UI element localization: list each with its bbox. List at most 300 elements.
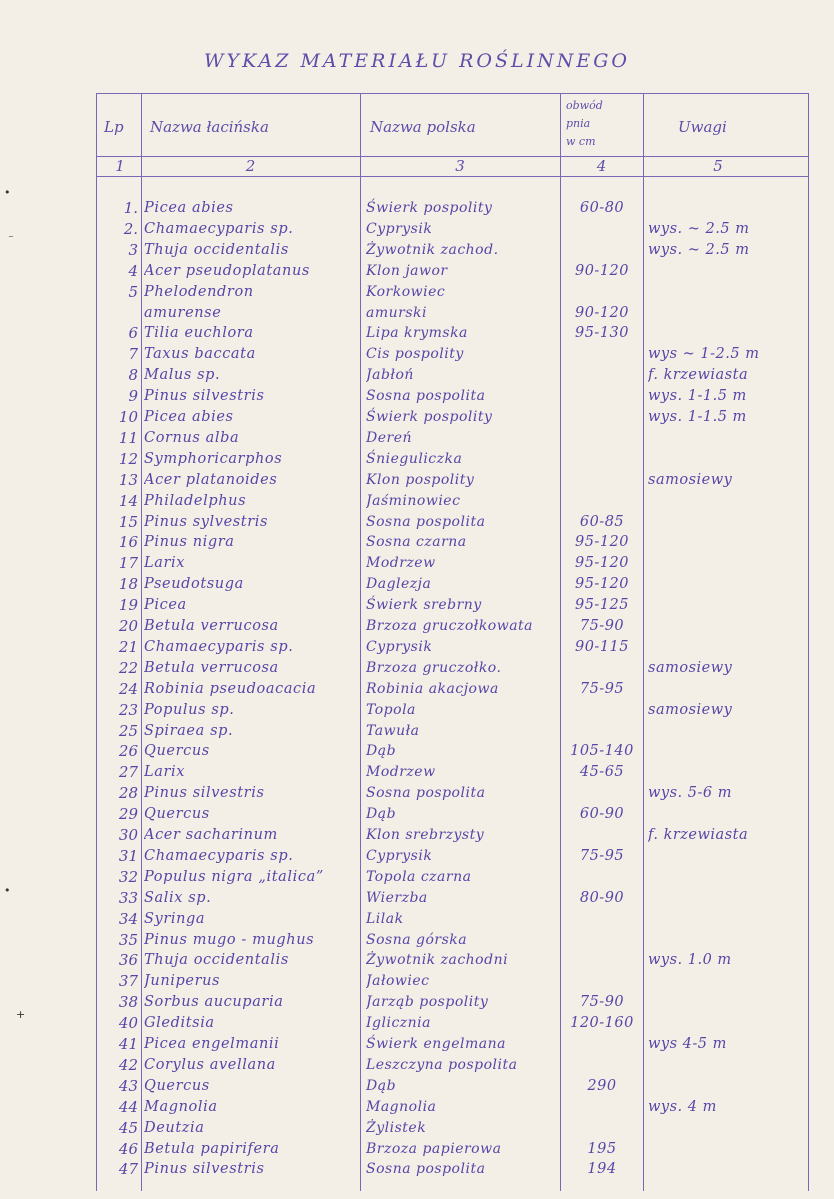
- header-latin-name: Nazwa łacińska: [150, 118, 269, 136]
- cell-polish-name: Wierzba: [366, 889, 428, 906]
- cell-obwod: 290: [587, 1077, 617, 1094]
- cell-polish-name: Klon srebrzysty: [366, 827, 485, 843]
- cell-lp: 30: [118, 826, 138, 844]
- cell-latin-name: Symphoricarphos: [144, 450, 283, 467]
- cell-obwod: 90-120: [574, 304, 630, 321]
- cell-latin-name: Salix sp.: [144, 889, 212, 906]
- document-title: WYKAZ MATERIAŁU ROŚLINNEGO: [204, 50, 630, 72]
- cell-lp: 7: [128, 345, 138, 364]
- cell-lp: 20: [118, 617, 138, 635]
- cell-latin-name: Chamaecyparis sp.: [144, 638, 294, 655]
- cell-latin-name: Picea engelmanii: [144, 1036, 280, 1052]
- cell-obwod: [562, 930, 642, 951]
- cell-lp: 21: [118, 637, 138, 656]
- table-row: [0, 804, 834, 825]
- cell-polish-name: Sosna górska: [366, 931, 468, 948]
- cell-latin-name: Pinus nigra: [144, 534, 235, 551]
- cell-latin-name: Pseudotsuga: [144, 576, 244, 593]
- cell-obwod: [562, 1118, 642, 1139]
- cell-uwagi: wys. ~ 2.5 m: [648, 241, 750, 258]
- table-border-top: [96, 93, 809, 94]
- cell-obwod: [562, 909, 642, 930]
- cell-uwagi: wys. 4 m: [648, 1098, 717, 1115]
- table-row: [0, 992, 834, 1013]
- cell-obwod: 195: [587, 1140, 617, 1157]
- cell-polish-name: Brzoza gruczołkowata: [366, 618, 534, 634]
- cell-lp: 41: [118, 1035, 138, 1053]
- cell-obwod: [562, 282, 642, 303]
- cell-uwagi: [648, 428, 788, 449]
- cell-polish-name: Jaśminowiec: [366, 492, 461, 509]
- table-row: [0, 574, 834, 595]
- cell-uwagi: samosiewy: [648, 471, 733, 488]
- cell-latin-name: Acer platanoides: [144, 471, 278, 488]
- cell-obwod: 105-140: [570, 743, 634, 760]
- cell-uwagi: [648, 888, 788, 909]
- cell-uwagi: wys ~ 1-2.5 m: [648, 346, 760, 363]
- cell-lp: 22: [118, 658, 138, 677]
- cell-lp: [98, 303, 138, 324]
- cell-obwod: 95-130: [574, 325, 630, 342]
- cell-uwagi: [648, 909, 788, 930]
- cell-uwagi: [648, 512, 788, 533]
- table-row: [0, 825, 834, 846]
- cell-polish-name: Korkowiec: [366, 283, 446, 300]
- cell-latin-name: Taxus baccata: [144, 346, 256, 363]
- cell-latin-name: Syringa: [144, 910, 206, 927]
- cell-polish-name: Topola: [366, 701, 416, 718]
- cell-lp: 17: [118, 554, 138, 573]
- cell-uwagi: [648, 1055, 788, 1076]
- table-row: [0, 1034, 834, 1055]
- cell-obwod: 95-120: [574, 555, 630, 572]
- cell-uwagi: [648, 449, 788, 470]
- table-row: [0, 867, 834, 888]
- cell-lp: 42: [118, 1055, 138, 1074]
- table-row: [0, 762, 834, 783]
- cell-lp: 31: [118, 846, 138, 865]
- cell-polish-name: Sosna pospolita: [366, 513, 486, 530]
- table-row: [0, 1097, 834, 1118]
- cell-polish-name: Topola czarna: [366, 868, 472, 885]
- margin-mark: •: [4, 186, 11, 199]
- cell-lp: 23: [118, 700, 138, 719]
- cell-lp: 34: [118, 909, 138, 928]
- cell-polish-name: Sosna pospolita: [366, 388, 486, 405]
- cell-latin-name: Tilia euchlora: [144, 325, 254, 342]
- cell-polish-name: Klon pospolity: [366, 471, 475, 488]
- cell-uwagi: wys. 1-1.5 m: [648, 388, 747, 405]
- cell-lp: 35: [118, 930, 138, 949]
- margin-mark: +: [16, 1008, 26, 1021]
- cell-obwod: 75-95: [579, 680, 625, 697]
- cell-uwagi: wys. 1.0 m: [648, 952, 732, 969]
- cell-obwod: [562, 658, 642, 679]
- cell-latin-name: Gleditsia: [144, 1015, 215, 1032]
- cell-latin-name: Quercus: [144, 1077, 210, 1094]
- cell-lp: 11: [118, 428, 138, 447]
- cell-obwod: [562, 240, 642, 261]
- cell-uwagi: [648, 1118, 788, 1139]
- cell-polish-name: Jarząb pospolity: [366, 994, 489, 1011]
- cell-uwagi: [648, 846, 788, 867]
- cell-uwagi: [648, 282, 788, 303]
- cell-obwod: [562, 867, 642, 888]
- cell-uwagi: f. krzewiasta: [648, 827, 749, 843]
- cell-uwagi: [648, 721, 788, 742]
- column-numbers-divider: [96, 176, 809, 177]
- table-row: [0, 407, 834, 428]
- cell-latin-name: Juniperus: [144, 973, 221, 990]
- cell-polish-name: Sosna pospolita: [366, 785, 486, 802]
- cell-latin-name: Acer sacharinum: [144, 827, 278, 843]
- cell-uwagi: [648, 323, 788, 344]
- cell-uwagi: [648, 553, 788, 574]
- table-row: [0, 282, 834, 303]
- cell-latin-name: Spiraea sp.: [144, 722, 234, 739]
- cell-obwod: 80-90: [579, 889, 625, 906]
- cell-lp: 1.: [123, 199, 138, 217]
- table-row: [0, 261, 834, 282]
- cell-obwod: 90-120: [574, 262, 630, 279]
- cell-obwod: 95-120: [574, 576, 630, 593]
- cell-latin-name: Robinia pseudoacacia: [144, 680, 317, 697]
- cell-uwagi: wys. ~ 2.5 m: [648, 220, 750, 237]
- cell-latin-name: Pinus sylvestris: [144, 513, 269, 530]
- cell-uwagi: [648, 532, 788, 553]
- cell-lp: 12: [118, 449, 138, 468]
- column-number-4: 4: [596, 157, 607, 175]
- cell-polish-name: Tawuła: [366, 722, 420, 739]
- cell-polish-name: Dąb: [366, 1077, 397, 1094]
- cell-obwod: [562, 365, 642, 386]
- cell-polish-name: Robinia akacjowa: [366, 680, 499, 697]
- cell-polish-name: Dąb: [366, 743, 397, 760]
- cell-lp: 13: [118, 470, 138, 489]
- header-lp: Lp: [104, 118, 124, 136]
- cell-uwagi: [648, 1076, 788, 1097]
- cell-lp: 27: [118, 763, 138, 782]
- cell-uwagi: [648, 1013, 788, 1034]
- cell-uwagi: wys. 1-1.5 m: [648, 409, 747, 425]
- cell-obwod: 75-90: [579, 994, 625, 1011]
- column-number-1: 1: [115, 157, 125, 175]
- table-row: [0, 700, 834, 721]
- cell-lp: 2.: [123, 219, 138, 238]
- cell-latin-name: Phelodendron: [144, 283, 254, 300]
- cell-uwagi: samosiewy: [648, 659, 733, 676]
- cell-latin-name: Thuja occidentalis: [144, 952, 289, 969]
- cell-latin-name: Thuja occidentalis: [144, 241, 289, 258]
- cell-uwagi: samosiewy: [648, 701, 733, 718]
- cell-lp: 9: [128, 387, 138, 406]
- cell-polish-name: Świerk srebrny: [366, 597, 482, 614]
- table-row: [0, 1076, 834, 1097]
- cell-latin-name: Populus nigra „italica”: [144, 868, 324, 885]
- cell-uwagi: [648, 1139, 788, 1160]
- table-row: [0, 449, 834, 470]
- cell-polish-name: Żylistek: [366, 1119, 427, 1136]
- cell-lp: 44: [118, 1097, 138, 1116]
- table-row: [0, 470, 834, 491]
- cell-obwod: [562, 491, 642, 512]
- cell-polish-name: Lilak: [366, 910, 404, 927]
- cell-obwod: [562, 1034, 642, 1055]
- cell-polish-name: Sosna czarna: [366, 534, 467, 551]
- cell-polish-name: Świerk pospolity: [366, 409, 493, 425]
- cell-polish-name: Leszczyna pospolita: [366, 1056, 518, 1073]
- cell-polish-name: Jabłoń: [366, 367, 414, 384]
- table-row: [0, 512, 834, 533]
- cell-obwod: 75-95: [579, 847, 625, 864]
- cell-lp: 6: [128, 324, 138, 343]
- cell-polish-name: Śnieguliczka: [366, 450, 463, 467]
- cell-latin-name: Betula verrucosa: [144, 659, 279, 676]
- cell-uwagi: [648, 867, 788, 888]
- cell-obwod: 90-115: [574, 638, 630, 655]
- margin-mark: ⁻: [8, 232, 14, 245]
- cell-lp: 45: [118, 1118, 138, 1137]
- cell-obwod: [562, 700, 642, 721]
- table-row: [0, 721, 834, 742]
- cell-polish-name: Świerk pospolity: [366, 200, 493, 216]
- table-row: [0, 240, 834, 261]
- table-row: [0, 637, 834, 658]
- table-row: [0, 783, 834, 804]
- table-row: [0, 1159, 834, 1180]
- cell-polish-name: amurski: [366, 304, 427, 321]
- table-row: [0, 365, 834, 386]
- cell-uwagi: [648, 804, 788, 825]
- table-row: [0, 344, 834, 365]
- cell-lp: 16: [118, 533, 138, 552]
- cell-obwod: 60-85: [579, 513, 625, 530]
- table-row: [0, 303, 834, 324]
- cell-polish-name: Magnolia: [366, 1098, 437, 1115]
- cell-uwagi: [648, 930, 788, 951]
- cell-polish-name: Jałowiec: [366, 973, 430, 990]
- table-row: [0, 219, 834, 240]
- table-row: [0, 595, 834, 616]
- cell-lp: 26: [118, 742, 138, 761]
- cell-uwagi: [648, 198, 788, 219]
- cell-obwod: [562, 470, 642, 491]
- cell-obwod: [562, 783, 642, 804]
- table-row: [0, 1139, 834, 1160]
- cell-uwagi: [648, 637, 788, 658]
- cell-uwagi: [648, 491, 788, 512]
- cell-obwod: [562, 344, 642, 365]
- cell-uwagi: [648, 762, 788, 783]
- table-row: [0, 741, 834, 762]
- cell-latin-name: Philadelphus: [144, 492, 247, 509]
- cell-polish-name: Modrzew: [366, 555, 436, 572]
- cell-lp: 4: [128, 261, 138, 280]
- cell-uwagi: [648, 574, 788, 595]
- cell-obwod: [562, 950, 642, 971]
- cell-polish-name: Cyprysik: [366, 638, 433, 655]
- cell-obwod: [562, 219, 642, 240]
- column-number-5: 5: [713, 157, 723, 175]
- cell-obwod: 45-65: [579, 764, 625, 781]
- cell-uwagi: wys. 5-6 m: [648, 785, 732, 802]
- cell-obwod: [562, 386, 642, 407]
- cell-lp: 8: [128, 366, 138, 385]
- cell-latin-name: Chamaecyparis sp.: [144, 847, 294, 864]
- cell-latin-name: Chamaecyparis sp.: [144, 220, 294, 237]
- cell-latin-name: Picea: [144, 597, 187, 614]
- table-row: [0, 428, 834, 449]
- cell-polish-name: Sosna pospolita: [366, 1161, 486, 1178]
- cell-lp: 36: [118, 951, 138, 970]
- table-row: [0, 679, 834, 700]
- cell-latin-name: Picea abies: [144, 200, 234, 216]
- cell-latin-name: Cornus alba: [144, 429, 240, 446]
- table-row: [0, 950, 834, 971]
- table-row: [0, 930, 834, 951]
- table-row: [0, 616, 834, 637]
- cell-latin-name: Populus sp.: [144, 701, 235, 718]
- cell-lp: 32: [118, 867, 138, 886]
- cell-lp: 10: [118, 408, 138, 426]
- table-row: [0, 1013, 834, 1034]
- cell-latin-name: Pinus silvestris: [144, 1161, 265, 1178]
- table-row: [0, 553, 834, 574]
- table-row: [0, 846, 834, 867]
- cell-lp: 46: [118, 1139, 138, 1158]
- cell-uwagi: [648, 261, 788, 282]
- header-uwagi: Uwagi: [678, 118, 727, 136]
- cell-latin-name: Betula verrucosa: [144, 618, 279, 634]
- cell-latin-name: Sorbus aucuparia: [144, 994, 284, 1011]
- column-number-2: 2: [245, 157, 256, 175]
- cell-uwagi: [648, 616, 788, 637]
- cell-obwod: 95-120: [574, 534, 630, 551]
- cell-polish-name: Żywotnik zachodni: [366, 952, 509, 969]
- cell-obwod: 60-90: [579, 806, 625, 823]
- cell-obwod: [562, 721, 642, 742]
- cell-latin-name: amurense: [144, 304, 222, 321]
- cell-uwagi: [648, 1159, 788, 1180]
- cell-latin-name: Acer pseudoplatanus: [144, 262, 310, 279]
- cell-polish-name: Dąb: [366, 806, 397, 823]
- cell-latin-name: Larix: [144, 764, 186, 781]
- cell-obwod: 60-80: [579, 200, 625, 216]
- cell-latin-name: Larix: [144, 555, 186, 572]
- cell-lp: 28: [118, 784, 138, 803]
- cell-uwagi: [648, 971, 788, 992]
- cell-polish-name: Lipa krymska: [366, 325, 468, 342]
- cell-obwod: [562, 449, 642, 470]
- cell-lp: 37: [118, 972, 138, 991]
- header-obwod-line-3: w cm: [566, 135, 596, 148]
- cell-obwod: 120-160: [570, 1015, 634, 1032]
- table-row: [0, 1055, 834, 1076]
- table-row: [0, 658, 834, 679]
- cell-latin-name: Picea abies: [144, 409, 234, 425]
- header-obwod-line-2: pnia: [566, 117, 591, 130]
- cell-polish-name: Cyprysik: [366, 847, 433, 864]
- cell-obwod: [562, 428, 642, 449]
- cell-latin-name: Quercus: [144, 806, 210, 823]
- table-row: [0, 323, 834, 344]
- cell-lp: 38: [118, 993, 138, 1012]
- cell-lp: 14: [118, 491, 138, 510]
- cell-latin-name: Quercus: [144, 743, 210, 760]
- cell-uwagi: [648, 679, 788, 700]
- cell-polish-name: Dereń: [366, 429, 413, 446]
- cell-lp: 15: [118, 512, 138, 531]
- cell-obwod: [562, 1055, 642, 1076]
- table-row: [0, 386, 834, 407]
- cell-obwod: [562, 407, 642, 428]
- cell-latin-name: Betula papirifera: [144, 1140, 280, 1157]
- table-row: [0, 532, 834, 553]
- cell-lp: 33: [118, 888, 138, 907]
- cell-latin-name: Pinus silvestris: [144, 785, 265, 802]
- column-number-3: 3: [455, 157, 465, 175]
- header-polish-name: Nazwa polska: [370, 118, 476, 136]
- cell-polish-name: Brzoza papierowa: [366, 1140, 502, 1157]
- cell-obwod: [562, 825, 642, 846]
- cell-polish-name: Cis pospolity: [366, 346, 464, 363]
- cell-lp: 47: [118, 1160, 138, 1179]
- cell-polish-name: Cyprysik: [366, 220, 433, 237]
- cell-obwod: 194: [587, 1161, 617, 1178]
- cell-lp: 18: [118, 575, 138, 594]
- cell-polish-name: Świerk engelmana: [366, 1036, 506, 1052]
- cell-lp: 24: [118, 679, 138, 698]
- table-row: [0, 888, 834, 909]
- cell-latin-name: Magnolia: [144, 1098, 218, 1115]
- cell-uwagi: [648, 741, 788, 762]
- cell-uwagi: wys 4-5 m: [648, 1036, 727, 1052]
- cell-uwagi: [648, 992, 788, 1013]
- table-row: [0, 971, 834, 992]
- cell-lp: 25: [118, 721, 138, 740]
- cell-latin-name: Deutzia: [144, 1119, 205, 1136]
- cell-polish-name: Daglezja: [366, 576, 432, 593]
- cell-obwod: 95-125: [574, 597, 630, 614]
- cell-lp: 5: [128, 282, 138, 301]
- table-row: [0, 1118, 834, 1139]
- cell-polish-name: Żywotnik zachod.: [366, 241, 499, 258]
- cell-latin-name: Pinus silvestris: [144, 388, 265, 405]
- table-row: [0, 198, 834, 219]
- cell-polish-name: Brzoza gruczołko.: [366, 659, 502, 676]
- cell-latin-name: Malus sp.: [144, 367, 221, 384]
- table-row: [0, 491, 834, 512]
- cell-polish-name: Klon jawor: [366, 262, 448, 279]
- cell-lp: 19: [118, 596, 138, 615]
- cell-uwagi: f. krzewiasta: [648, 367, 749, 384]
- cell-lp: 29: [118, 805, 138, 824]
- cell-obwod: [562, 1097, 642, 1118]
- cell-obwod: 75-90: [579, 618, 625, 634]
- cell-latin-name: Pinus mugo - mughus: [144, 931, 315, 948]
- cell-polish-name: Modrzew: [366, 764, 436, 781]
- cell-lp: 3: [128, 240, 138, 259]
- cell-lp: 40: [118, 1014, 138, 1033]
- header-obwod-line-1: obwód: [566, 99, 603, 112]
- cell-lp: 43: [118, 1076, 138, 1095]
- cell-uwagi: [648, 595, 788, 616]
- cell-obwod: [562, 971, 642, 992]
- cell-polish-name: Iglicznia: [366, 1015, 432, 1032]
- cell-latin-name: Corylus avellana: [144, 1056, 276, 1073]
- margin-mark: •: [4, 884, 11, 897]
- cell-uwagi: [648, 303, 788, 324]
